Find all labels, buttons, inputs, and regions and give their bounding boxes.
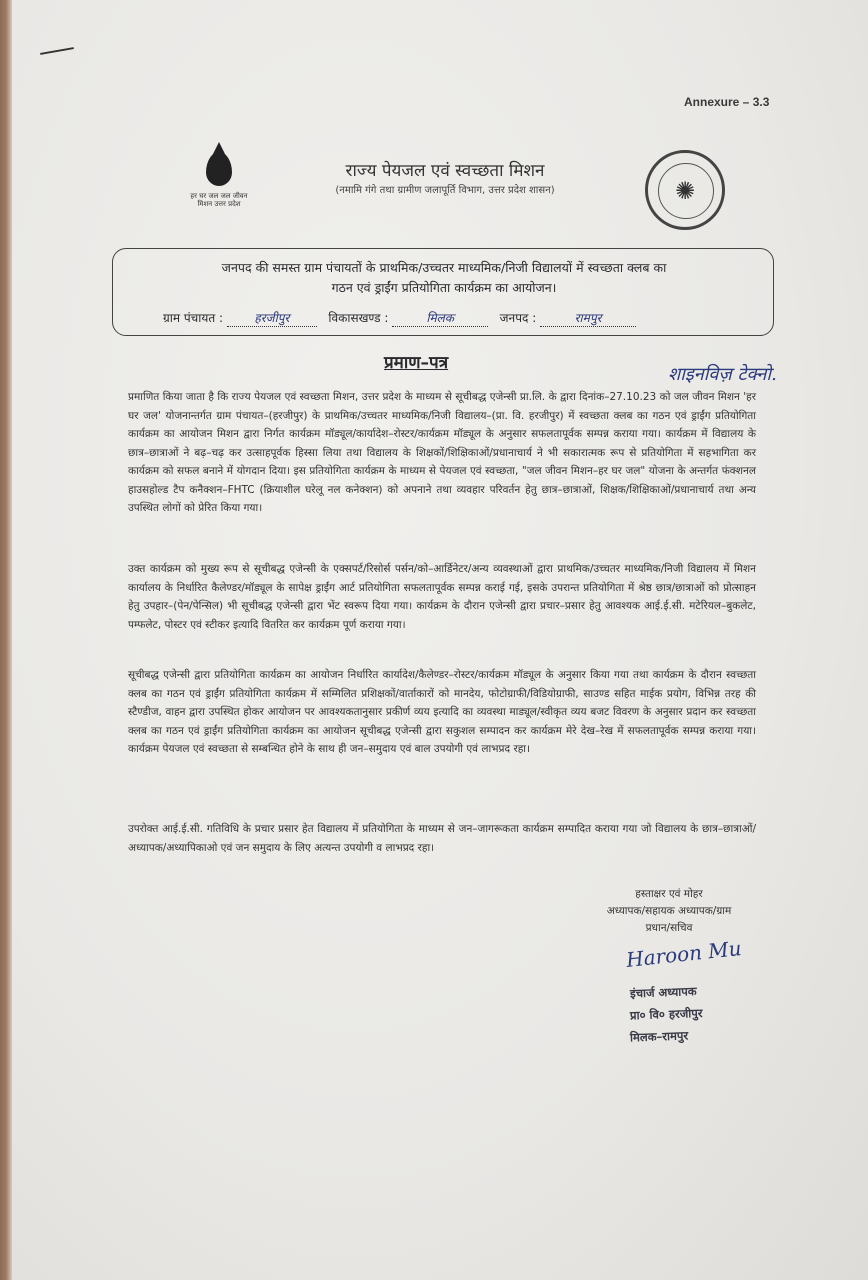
paragraph-3: सूचीबद्ध एजेन्सी द्वारा प्रतियोगिता कार्यक्रम का आयोजन निर्धारित कार्यादेश/कैलेण्डर–रोस्टर/कार्यक्रम मॉड्यूल के अनुसार किया गया तथा कार्यक्रम के दौरान स्वच्छता क्लब का गठन एवं ड्राईंग प्रतियोगिता कार्यक्रम में सम्मिलित प्रशिक्षकों/वार्ताकारों को मानदेय, फोटोग्राफी/विडियोग्राफी, साउण्ड सहित माईक प्रयोग, विभिन्न तरह की स्टैण्डीज, वाहन द्वारा उपस्थित होकर आयोजन पर आवश्यकतानुसार प्रकीर्ण व्यय इत्यादि का व्यवस्था माड्यूल/स्वीकृत व्यय बजट विवरण के अनुसार प्रदान कर स्वच्छता क्लब का गठन एवं ड्राईंग प्रतियोगिता कार्यक्रम का आयोजन सूचीबद्ध एजेन्सी द्वारा सकुशल सम्पादन कर कार्यक्रम मेरे देख–रेख में सफलतापूर्वक सम्पन्न कराया गया। कार्यक्रम पेयजल एवं स्वच्छता से सम्बन्धित होने के साथ ही जन–समुदाय एवं बाल उपयोगी एवं लाभप्रद रहा। (128, 669, 756, 755)
header-subtitle: (नमामि गंगे तथा ग्रामीण जलापूर्ति विभाग, उत्तर प्रदेश शासन) (335, 185, 555, 196)
subject-box (112, 248, 774, 336)
block-label: विकासखण्ड : (328, 311, 389, 325)
district-value: रामपुर (540, 309, 636, 327)
subject-line-2: गठन एवं ड्राईंग प्रतियोगिता कार्यक्रम का आयोजन। (331, 280, 557, 295)
logo-left-text: हर घर जल जल जीवन मिशन उत्तर प्रदेश (190, 192, 248, 208)
stamp-line-3: मिलक–रामपुर (629, 1028, 689, 1045)
block-value: मिलक (392, 309, 488, 327)
subject-line-1: जनपद की समस्त ग्राम पंचायतों के प्राथमिक/उच्चतर माध्यमिक/निजी विद्यालयों में स्वच्छता क्लब का (221, 260, 667, 275)
official-stamp (630, 980, 770, 1046)
up-government-emblem-icon: ✺ (645, 150, 725, 230)
paragraph-2: उक्त कार्यक्रम को मुख्य रूप से सूचीबद्ध एजेन्सी के एक्सपर्ट/रिसोर्स पर्सन/को–आर्डिनेटर/अन्य व्यवस्थाओं द्वारा प्राथमिक/उच्चतर माध्यमिक/निजी विद्यालय में मिशन कार्यालय के निर्धारित कैलेण्डर/मॉड्यूल के सापेक्ष ड्राईंग आर्ट प्रतियोगिता सफलतापूर्वक सम्पन्न कराई गई, इसके उपरान्त प्रतियोगिता में श्रेष्ठ छात्र/छात्राओं को प्रोत्साहन हेतु उपहार–(पेन/पेन्सिल) भी सूचीबद्ध एजेन्सी द्वारा भेंट स्वरूप दिया गया। कार्यक्रम के दौरान एजेन्सी द्वारा प्रचार–प्रसार हेतु आवश्यक आई.ई.सी. मटेरियल–बुकलेट, पम्फलेट, पोस्टर एवं स्टीकर इत्यादि वितरित कर कार्यक्रम पूर्ण कराया गया। (128, 563, 756, 631)
water-drop-icon (206, 152, 232, 186)
stamp-line-2: प्रा० वि० हरजीपुर (629, 1005, 703, 1023)
location-line (163, 309, 636, 327)
certificate-title: प्रमाण–पत्र (384, 353, 449, 373)
signature-label-2: अध्यापक/सहायक अध्यापक/ग्राम (606, 905, 732, 917)
agency-handwritten: शाइनविज़ टेक्नो. (668, 364, 777, 385)
signature-label-3: प्रधान/सचिव (645, 922, 693, 934)
paragraph-1: प्रमाणित किया जाता है कि राज्य पेयजल एवं स्वच्छता मिशन, उत्तर प्रदेश के माध्यम से सूचीबद्ध एजेन्सी प्रा.लि. के द्वारा दिनांक–27.10.23 को जल जीवन मिशन 'हर घर जल' योजनान्तर्गत ग्राम पंचायत–(हरजीपुर) के प्राथमिक/उच्चतर माध्यमिक/निजी विद्यालय–(प्रा. वि. हरजीपुर) में स्वच्छता क्लब का गठन एवं ड्राईंग प्रतियोगिता कार्यक्रम का आयोजन मिशन द्वारा निर्गत कार्यक्रम मॉड्यूल/कार्यादेश–रोस्टर/कार्यक्रम मॉड्यूल के अनुसार सफलतापूर्वक सम्पन्न कराया गया। कार्यक्रम में विद्यालय के छात्र–छात्राओं ने बढ़–चढ़ कर उत्साहपूर्वक हिस्सा लिया तथा विद्यालय के शिक्षकों/शिक्षिकाओं/प्रधानाचार्य ने भी सकारात्मक रूप से प्रतियोगिता में सहभागिता कर कार्यक्रम को सफल बनाने में योगदान दिया। इस प्रतियोगिता कार्यक्रम के माध्यम से पेयजल एवं स्वच्छता, "जल जीवन मिशन–हर घर जल" योजना के अन्तर्गत फंक्शनल हाउसहोल्ड टैप कनैक्शन–FHTC (क्रियाशील घरेलू नल कनेक्शन) को अपनाने तथा व्यवहार परिवर्तन हेतु छात्र–छात्राओं, शिक्षक/शिक्षिकाओं/प्रधानाचार्य तथा अन्य उपस्थित लोगों को प्रेरित किया गया। (128, 391, 756, 514)
gram-panchayat-label: ग्राम पंचायत : (163, 311, 224, 325)
handwritten-signature: Haroon Mu (625, 936, 743, 972)
gram-panchayat-value: हरजीपुर (227, 309, 317, 327)
stamp-line-1: इंचार्ज अध्यापक (629, 984, 697, 1001)
signature-block (574, 886, 764, 937)
header-title: राज्य पेयजल एवं स्वच्छता मिशन (345, 161, 545, 181)
annexure-label: Annexure – 3.3 (684, 95, 770, 109)
paragraph-4: उपरोक्त आई.ई.सी. गतिविधि के प्रचार प्रसार हेत विद्यालय में प्रतियोगिता के माध्यम से जन–जागरूकता कार्यक्रम सम्पादित कराया गया जो विद्यालय के छात्र–छात्राओं/अध्यापक/अध्यापिकाओ एवं जन समुदाय के लिए अत्यन्त उपयोगी व लाभप्रद रहा। (128, 823, 756, 854)
signature-label-1: हस्ताक्षर एवं मोहर (635, 888, 703, 900)
har-ghar-jal-logo (190, 152, 248, 208)
district-label: जनपद : (499, 311, 537, 325)
